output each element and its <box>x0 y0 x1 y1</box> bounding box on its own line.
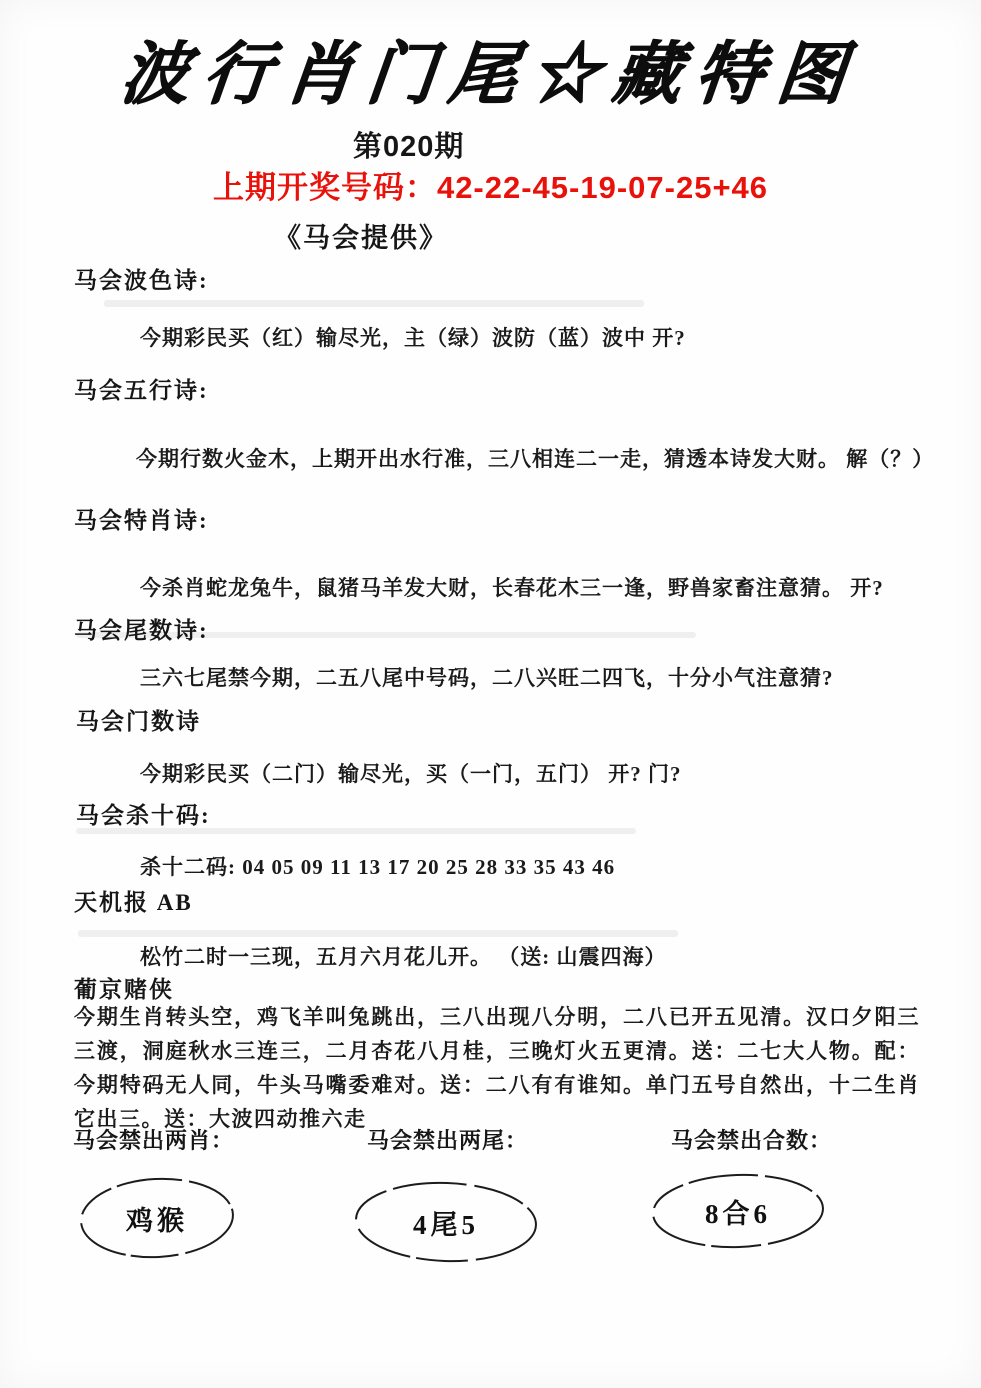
forbidden-tail-oval <box>353 1180 539 1264</box>
forbidden-zodiac-oval <box>78 1176 236 1260</box>
section-poem-bose: 今期彩民买（红）输尽光，主（绿）波防（蓝）波中 开? <box>140 326 686 350</box>
section-heading-wuxing: 马会五行诗: <box>74 378 209 403</box>
page-title: 波行肖门尾☆藏特图 <box>116 36 863 112</box>
section-heading-texiao: 马会特肖诗: <box>74 508 209 533</box>
section-heading-tianji: 天机报 AB <box>74 890 193 915</box>
pujing-heading: 葡京赌侠 <box>74 977 174 1002</box>
section-heading-menshu: 马会门数诗 <box>76 709 201 734</box>
scan-artifact <box>104 300 644 307</box>
scan-artifact <box>78 930 678 937</box>
forbidden-sum-oval <box>650 1172 826 1250</box>
section-poem-texiao: 今杀肖蛇龙兔牛，鼠猪马羊发大财，长春花木三一逢，野兽家畜注意猜。 开? <box>140 576 884 600</box>
forbidden-zodiac-value: 鸡猴 <box>126 1205 188 1236</box>
last-draw-numbers: 上期开奖号码：42-22-45-19-07-25+46 <box>212 170 769 205</box>
section-poem-menshu: 今期彩民买（二门）输尽光，买（一门，五门） 开? 门? <box>140 762 682 786</box>
issue-number: 第020期 <box>353 131 465 163</box>
pujing-paragraph: 今期生肖转头空，鸡飞羊叫兔跳出，三八出现八分明，二八已开五见清。汉口夕阳三三渡，洞庭秋水三连三，二月杏花八月桂，三晚灯火五更清。送：二七大人物。配：今期特码无人同，牛头马嘴委难对。送：二八有有谁知。单门五号自然出，十二生肖它出三。送：大波四动推六走 <box>74 1005 920 1131</box>
section-poem-weishu: 三六七尾禁今期，二五八尾中号码，二八兴旺二四飞，十分小气注意猜? <box>140 666 834 690</box>
section-heading-bose: 马会波色诗: <box>74 268 209 293</box>
forbidden-zodiac-label: 马会禁出两肖： <box>73 1128 235 1153</box>
section-heading-shama: 马会杀十码: <box>76 803 211 828</box>
section-kill-codes: 杀十二码: 04 05 09 11 13 17 20 25 28 33 35 43 46 <box>140 855 616 879</box>
forbidden-tail-value: 4尾5 <box>413 1209 479 1240</box>
section-poem-tianji: 松竹二时一三现，五月六月花儿开。 （送: 山震四海） <box>140 945 667 969</box>
provider-line: 《马会提供》 <box>274 223 448 253</box>
section-poem-wuxing: 今期行数火金木，上期开出水行准，三八相连二一走，猜透本诗发大财。 解（？） <box>136 447 935 471</box>
forbidden-sum-value: 8合6 <box>705 1198 771 1229</box>
section-heading-weishu: 马会尾数诗: <box>74 618 209 643</box>
forbidden-sum-label: 马会禁出合数： <box>671 1128 833 1153</box>
forbidden-tail-label: 马会禁出两尾： <box>367 1128 529 1153</box>
